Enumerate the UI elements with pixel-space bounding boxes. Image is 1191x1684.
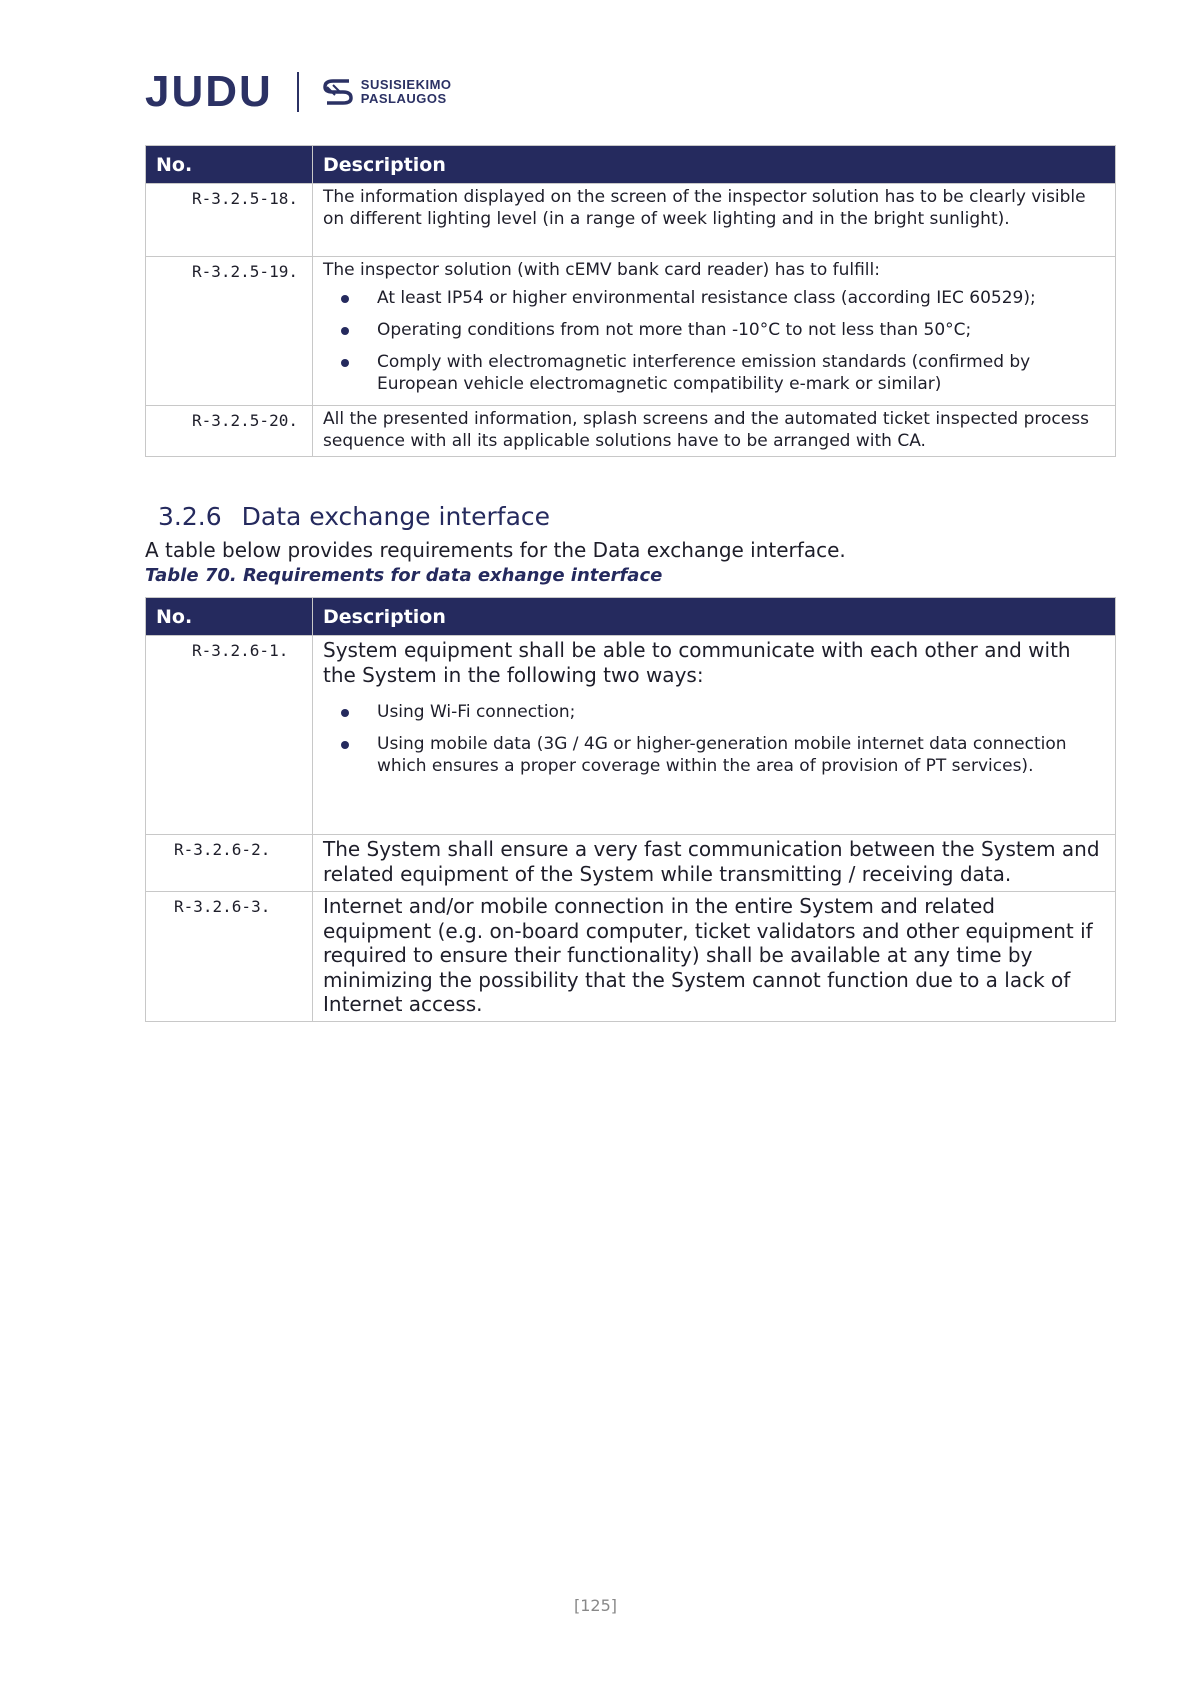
requirement-number: R-3.2.5-20. <box>146 406 313 457</box>
column-header-no: No. <box>146 146 313 184</box>
requirement-number: R-3.2.5-18. <box>146 184 313 257</box>
requirement-number: R-3.2.6-3. <box>146 892 313 1022</box>
requirement-number: R-3.2.6-2. <box>146 835 313 892</box>
section-number: 3.2.6 <box>158 502 222 531</box>
table-row <box>146 892 1116 1022</box>
requirement-bullet-list <box>323 287 1105 395</box>
table-header-row <box>146 598 1116 636</box>
table-header-row <box>146 146 1116 184</box>
list-item: At least IP54 or higher environmental resistance class (according IEC 60529); <box>377 287 1105 309</box>
requirement-number: R-3.2.6-1. <box>146 636 313 835</box>
page-number: [125] <box>573 1596 618 1615</box>
bullet-icon <box>341 709 349 717</box>
list-item: Comply with electromagnetic interference emission standards (confirmed by European vehicle electromagnetic compatibility e-mark or similar) <box>377 351 1105 395</box>
susisiekimo-logo-icon <box>321 75 355 109</box>
table-row <box>146 835 1116 892</box>
requirement-description: The System shall ensure a very fast communication between the System and related equipment of the System while transmitting / receiving data. <box>313 835 1116 892</box>
requirement-bullet-list <box>323 701 1105 777</box>
table-caption: Table 70. Requirements for data exhange interface <box>145 565 663 586</box>
requirement-description: System equipment shall be able to communicate with each other and with the System in the following two ways: Using Wi-Fi connection; Using mobile data (3G / 4G or higher-generation mobile internet data connection which ensures a proper coverage within the area of provision of PT services). <box>313 636 1116 835</box>
list-item: Using mobile data (3G / 4G or higher-generation mobile internet data connection which ensures a proper coverage within the area of provision of PT services). <box>377 733 1105 777</box>
bullet-icon <box>341 741 349 749</box>
table-row <box>146 406 1116 457</box>
requirement-number: R-3.2.5-19. <box>146 257 313 406</box>
judu-logo: JUDU <box>145 67 273 116</box>
table-row <box>146 636 1116 835</box>
requirement-description: Internet and/or mobile connection in the entire System and related equipment (e.g. on-board computer, ticket validators and other equipment if required to ensure their functionality) shall be available at any time by minimizing the possibility that the System cannot function due to a lack of Internet access. <box>313 892 1116 1022</box>
logo-divider <box>297 72 299 112</box>
table-row <box>146 184 1116 257</box>
section-intro: A table below provides requirements for the Data exchange interface. <box>145 538 846 562</box>
column-header-description: Description <box>313 598 1116 636</box>
requirements-table-3-2-6 <box>145 597 1116 1022</box>
section-title: Data exchange interface <box>241 502 551 531</box>
requirement-description: All the presented information, splash screens and the automated ticket inspected process sequence with all its applicable solutions have to be arranged with CA. <box>313 406 1116 457</box>
list-item: Operating conditions from not more than -10°C to not less than 50°C; <box>377 319 1105 341</box>
bullet-icon <box>341 327 349 335</box>
requirements-table-3-2-5 <box>145 145 1116 457</box>
susisiekimo-logo-text: SUSISIEKIMO PASLAUGOS <box>360 77 452 106</box>
bullet-icon <box>341 359 349 367</box>
requirement-description: The information displayed on the screen of the inspector solution has to be clearly visible on different lighting level (in a range of week lighting and in the bright sunlight). <box>313 184 1116 257</box>
requirement-description: The inspector solution (with cEMV bank card reader) has to fulfill: At least IP54 or higher environmental resistance class (according IEC 60529); Operating conditions from not more than -10°C to not less than 50°C; Comply with electromagnetic interference emission standards (confirmed by European vehicle electromagnetic compatibility e-mark or similar) <box>313 257 1116 406</box>
bullet-icon <box>341 295 349 303</box>
section-heading <box>158 502 550 531</box>
column-header-description: Description <box>313 146 1116 184</box>
list-item: Using Wi-Fi connection; <box>377 701 1105 723</box>
page-header <box>145 68 452 116</box>
table-row <box>146 257 1116 406</box>
column-header-no: No. <box>146 598 313 636</box>
